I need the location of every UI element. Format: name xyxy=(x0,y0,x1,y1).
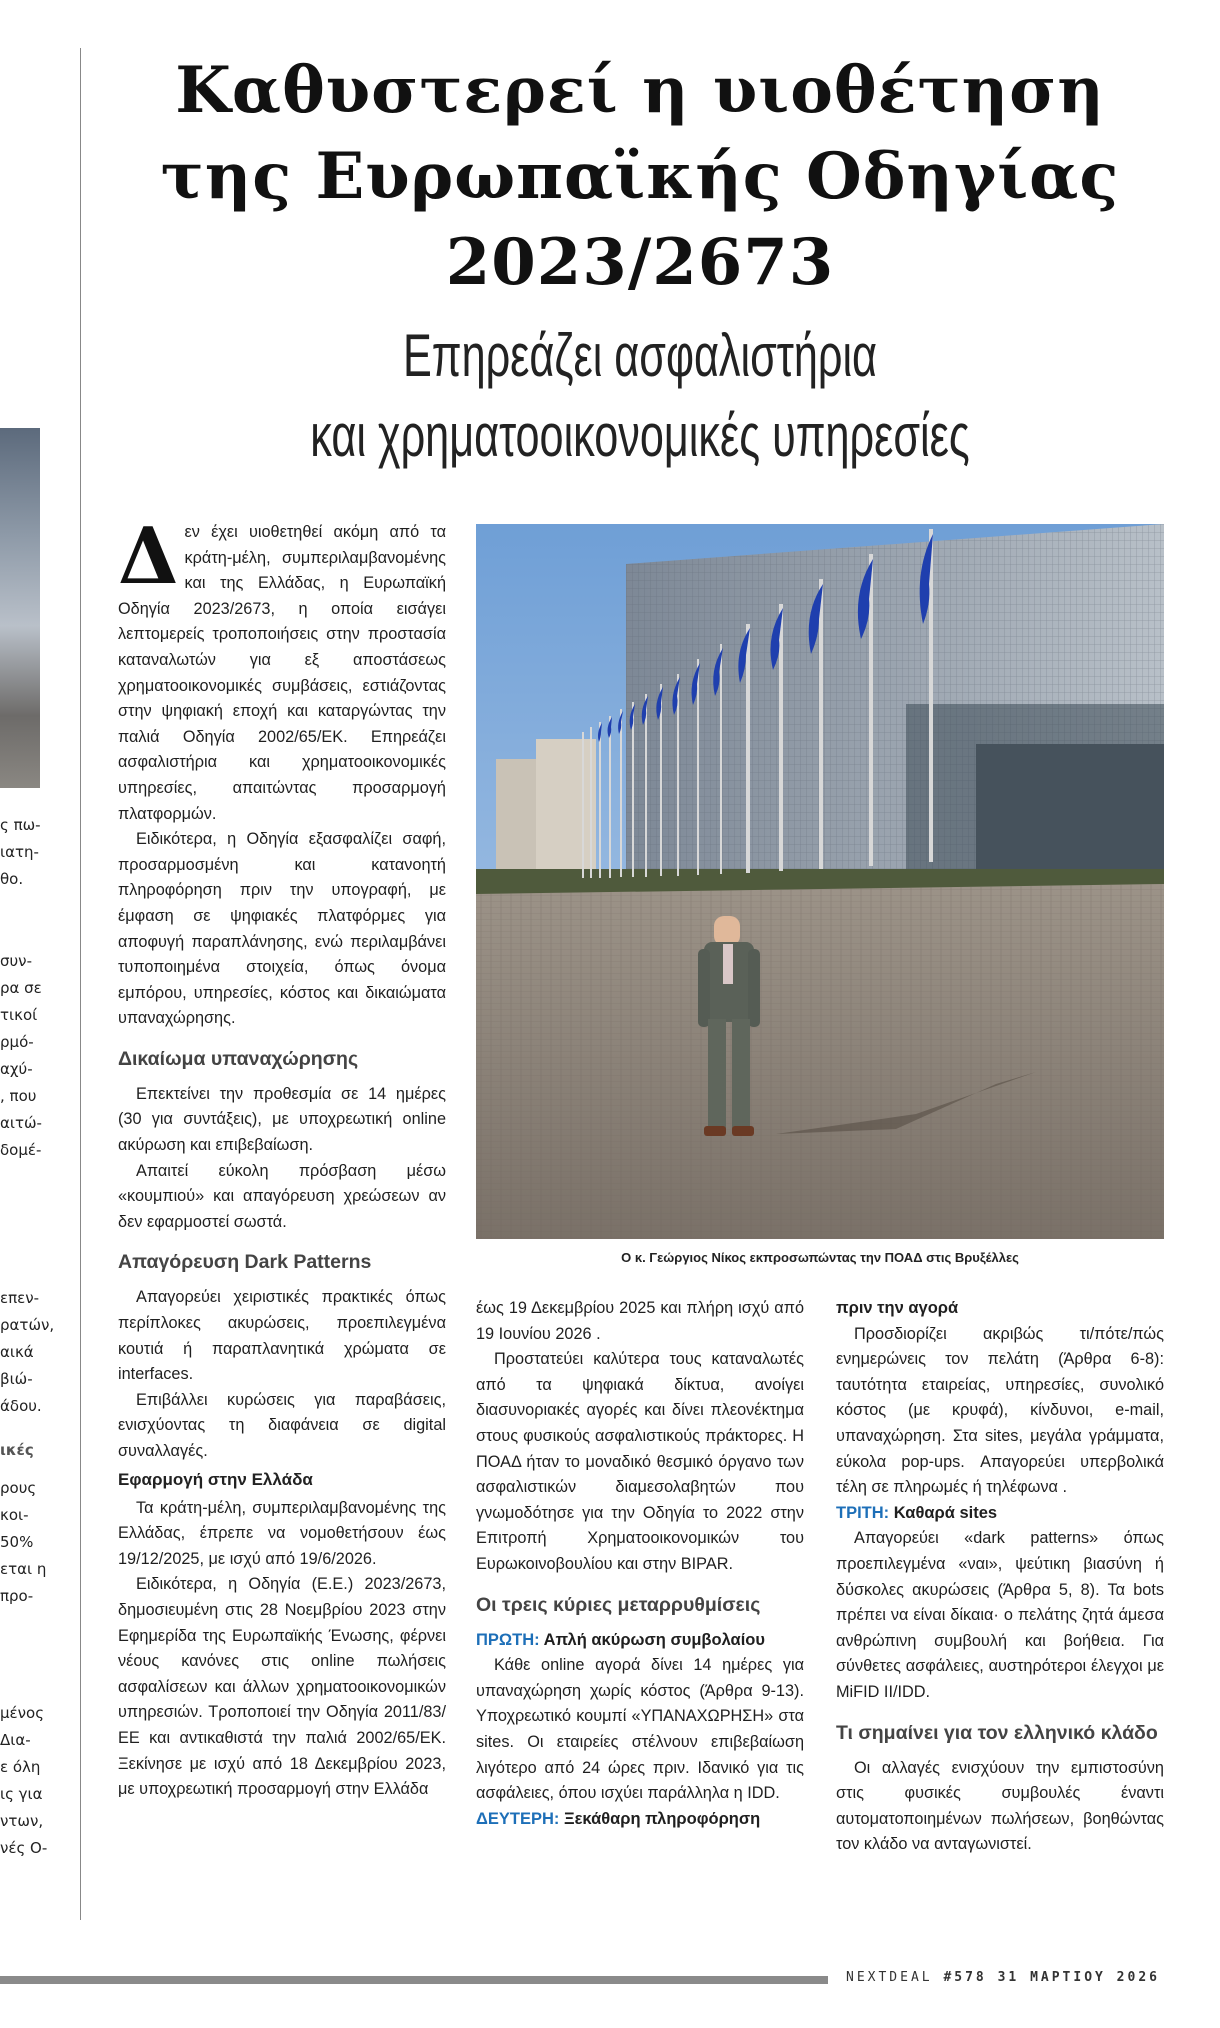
bleed-text: αιτώ- xyxy=(0,1114,42,1132)
bleed-text: ς πω- xyxy=(0,816,41,834)
bleed-text: ρα σε xyxy=(0,979,42,997)
paragraph: Ειδικότερα, η Οδηγία (Ε.Ε.) 2023/2673, δημοσιευμένη στις 28 Νοεμβρίου 2023 στην Εφημερίδα της Ευρωπαϊκής Ένωσης, φέρνει νέους κανόνες στις online πωλήσεις ασφαλίσεων και άλλων χρηματοοικονομικών υπηρεσιών. Τροποποιεί την Οδηγία 2011/83/ΕΕ και αντικαθιστά την παλιά 2002/65/ΕΚ. Ξεκίνησε με ισχύ από 18 Δεκεμβρίου 2023, με υποχρεωτική προσαρμογή στην Ελλάδα xyxy=(118,1575,446,1799)
publication-name: NEXTDEAL xyxy=(846,1970,933,1985)
reform-label: ΠΡΩΤΗ: xyxy=(476,1630,540,1649)
bleed-text: κοι- xyxy=(0,1506,29,1524)
footer-rule xyxy=(0,1976,828,1984)
bleed-text: ρατών, xyxy=(0,1316,55,1334)
paragraph: έως 19 Δεκεμβρίου 2025 και πλήρη ισχύ από 19 Ιουνίου 2026 . xyxy=(476,1299,804,1343)
paragraph: Προστατεύει καλύτερα τους καταναλωτές από τα ψηφιακά δίκτυα, ανοίγει διασυνοριακές αγορές και δίνει πλεονέκτημα στους φυσικούς ασφαλιστικούς πράκτορες. Η ΠΟΑΔ ήταν το μοναδικό θεσμικό όργανο των ασφαλιστικών διαμεσολαβητών που γνωμοδότησε για την Οδηγία το 2022 στην Επιτροπή Χρηματοοικονομικών του Ευρωκοινοβουλίου και στην BIPAR. xyxy=(476,1350,804,1573)
paragraph: Απαιτεί εύκολη πρόσβαση μέσω «κουμπιού» και απαγόρευση χρεώσεων αν δεν εφαρμοστεί σωστά. xyxy=(118,1161,446,1231)
drop-cap: Δ xyxy=(118,511,179,602)
subheadline-line: και χρηματοοικονομικές υπηρεσίες xyxy=(310,402,970,469)
bleed-text: Δια- xyxy=(0,1731,31,1749)
bleed-text: συν- xyxy=(0,952,32,970)
paragraph: Κάθε online αγορά δίνει 14 ημέρες για υπαναχώρηση χωρίς κόστος (Άρθρα 9-13). Υποχρεωτικό κουμπί «ΥΠΑΝΑΧΩΡΗΣΗ» στα sites. Οι εταιρείες στέλνουν επιβεβαίωση λιγότερο από 24 ώρες πριν. Ιδανικό για τις ασφάλειες, όπου ισχύει παράλληλα η IDD. xyxy=(476,1656,804,1803)
section-heading-greece: Εφαρμογή στην Ελλάδα xyxy=(118,1469,313,1489)
subheadline xyxy=(251,316,1029,476)
section-heading-dark-patterns: Απαγόρευση Dark Patterns xyxy=(118,1251,372,1274)
headline-line: Καθυστερεί η υιοθέτηση xyxy=(175,53,1105,128)
bleed-text: αχύ- xyxy=(0,1060,33,1078)
column-rule xyxy=(80,48,81,1920)
previous-page-bleed xyxy=(0,0,60,1960)
bleed-text: ντων, xyxy=(0,1812,44,1830)
bleed-text: εται η xyxy=(0,1560,47,1578)
bleed-text: επεν- xyxy=(0,1289,40,1307)
paragraph: Επεκτείνει την προθεσμία σε 14 ημέρες (30 για συντάξεις), με υποχρεωτική online ακύρωση και επιβεβαίωση. xyxy=(118,1084,446,1155)
bleed-text: αικά xyxy=(0,1343,34,1361)
reform-title: Ξεκάθαρη πληροφόρηση xyxy=(563,1809,761,1828)
bleed-heading: ικές xyxy=(0,1441,34,1459)
bleed-text: τικοί xyxy=(0,1006,38,1024)
brussels-photo xyxy=(476,524,1164,1239)
bleed-text: ρμό- xyxy=(0,1033,34,1051)
bleed-photo-fragment xyxy=(0,428,40,788)
article-column-1 xyxy=(118,511,446,1803)
issue-date: 31 ΜΑΡΤΙΟΥ 2026 xyxy=(997,1970,1160,1985)
bleed-text: ε όλη xyxy=(0,1758,41,1776)
intro-paragraph: Δεν έχει υιοθετηθεί ακόμη από τα κράτη-μέλη, συμπεριλαμβανομένης και της Ελλάδας, η Ευρωπαϊκή Οδηγία 2023/2673, η οποία εισάγει λεπτομερείς τροποποιήσεις στην προστασία καταναλωτών για εξ αποστάσεως χρηματοοικονομικές συμβάσεις, εστιάζοντας στην ψηφιακή εποχή και καταργώντας την παλιά Οδηγία 2002/65/ΕΚ. Επηρεάζει ασφαλιστήρια και χρηματοοικονομικές υπηρεσίες, απαιτώντας προσαρμογή πλατφορμών. xyxy=(118,511,446,823)
reform-second xyxy=(476,1807,804,1833)
paragraph: Τα κράτη-μέλη, συμπεριλαμβανομένης της Ελλάδας, έπρεπε να νομοθετήσουν έως 19/12/2025, με ισχύ από 19/6/2026. xyxy=(118,1498,446,1568)
section-heading-reforms: Οι τρεις κύριες μεταρρυθμίσεις xyxy=(476,1593,761,1616)
bleed-text: μένος xyxy=(0,1704,45,1722)
bleed-text: δομέ- xyxy=(0,1141,42,1159)
article-photo xyxy=(476,524,1164,1239)
paragraph: Οι αλλαγές ενισχύουν την εμπιστοσύνη στις φυσικές συμβουλές έναντι αυτοματοποιημένων πωλήσεων, βοηθώντας τον κλάδο να ανταγωνιστεί. xyxy=(836,1758,1164,1854)
article-column-3 xyxy=(836,1296,1164,1858)
reform-title-continued: πριν την αγορά xyxy=(836,1299,959,1317)
paragraph: Απαγορεύει «dark patterns» όπως προεπιλεγμένα «ναι», ψεύτικη βιασύνη ή δύσκολες ακυρώσεις (Άρθρα 5, 8). Τα bots πρέπει να είναι δίκαια· ο πελάτης ζητά άμεσα ανθρώπινη συμβουλή και βοήθεια. Για σύνθετες ασφάλειες, αυστηρότεροι έλεγχοι με MiFID II/IDD. xyxy=(836,1529,1164,1701)
headline-line: 2023/2673 xyxy=(445,225,835,300)
section-heading-meaning: Τι σημαίνει για τον ελληνικό κλάδο xyxy=(836,1721,1158,1744)
bleed-text: ιατη- xyxy=(0,843,39,861)
section-heading-withdrawal: Δικαίωμα υπαναχώρησης xyxy=(118,1047,359,1070)
headline xyxy=(100,48,1180,306)
headline-line: της Ευρωπαϊκής Οδηγίας xyxy=(160,139,1120,214)
photo-caption: Ο κ. Γεώργιος Νίκος εκπροσωπώντας την ΠΟΑΔ στις Βρυξέλλες xyxy=(621,1250,1019,1265)
issue-number: #578 xyxy=(943,1970,987,1985)
bleed-text: άδου. xyxy=(0,1397,42,1415)
reform-title: Καθαρά sites xyxy=(893,1503,998,1522)
article-column-2 xyxy=(476,1296,804,1832)
paragraph: Επιβάλλει κυρώσεις για παραβάσεις, ενισχύοντας τη διαφάνεια σε digital συναλλαγές. xyxy=(118,1390,446,1460)
bleed-text: 50% xyxy=(0,1533,34,1551)
footer-folio xyxy=(846,1970,1160,1985)
bleed-text: ρους xyxy=(0,1479,37,1497)
reform-third xyxy=(836,1501,1164,1527)
bleed-text: βιώ- xyxy=(0,1370,33,1388)
paragraph: Προσδιορίζει ακριβώς τι/πότε/πώς ενημερώνεις τον πελάτη (Άρθρα 6-8): ταυτότητα εταιρείας, υπηρεσίες, συνολικό κόστος (με κρυφά), κίνδυνοι, e-mail, υπαναχώρηση. Στα sites, μεγάλα γράμματα, εύκολα pop-ups. Απαγορεύει υπερβολικά τέλη σε πληρωμές ή τηλέφωνα . xyxy=(836,1324,1164,1497)
reform-first xyxy=(476,1628,804,1654)
bleed-text: νές Ο- xyxy=(0,1839,48,1857)
bleed-text: προ- xyxy=(0,1587,34,1605)
reform-label: ΔΕΥΤΕΡΗ: xyxy=(476,1809,560,1828)
bleed-text: ις για xyxy=(0,1785,43,1803)
reform-label: ΤΡΙΤΗ: xyxy=(836,1503,890,1522)
bleed-text: θο. xyxy=(0,870,24,888)
paragraph: Ειδικότερα, η Οδηγία εξασφαλίζει σαφή, προσαρμοσμένη και κατανοητή πληροφόρηση πριν την υπογραφή, με έμφαση σε ψηφιακές πλατφόρμες για αποφυγή παραπλάνησης, ενώ περιλαμβάνει τυποποιημένα στοιχεία, όπως όνομα εμπόρου, υπηρεσίες, κόστος και δικαιώματα υπαναχώρησης. xyxy=(118,830,446,1028)
paragraph: Απαγορεύει χειριστικές πρακτικές όπως περίπλοκες ακυρώσεις, προεπιλεγμένα κουτιά ή παραπλανητικά χρώματα σε interfaces. xyxy=(118,1288,446,1384)
subheadline-line: Επηρεάζει ασφαλιστήρια xyxy=(402,322,878,389)
reform-title: Απλή ακύρωση συμβολαίου xyxy=(543,1630,765,1649)
bleed-text: , που xyxy=(0,1087,37,1105)
